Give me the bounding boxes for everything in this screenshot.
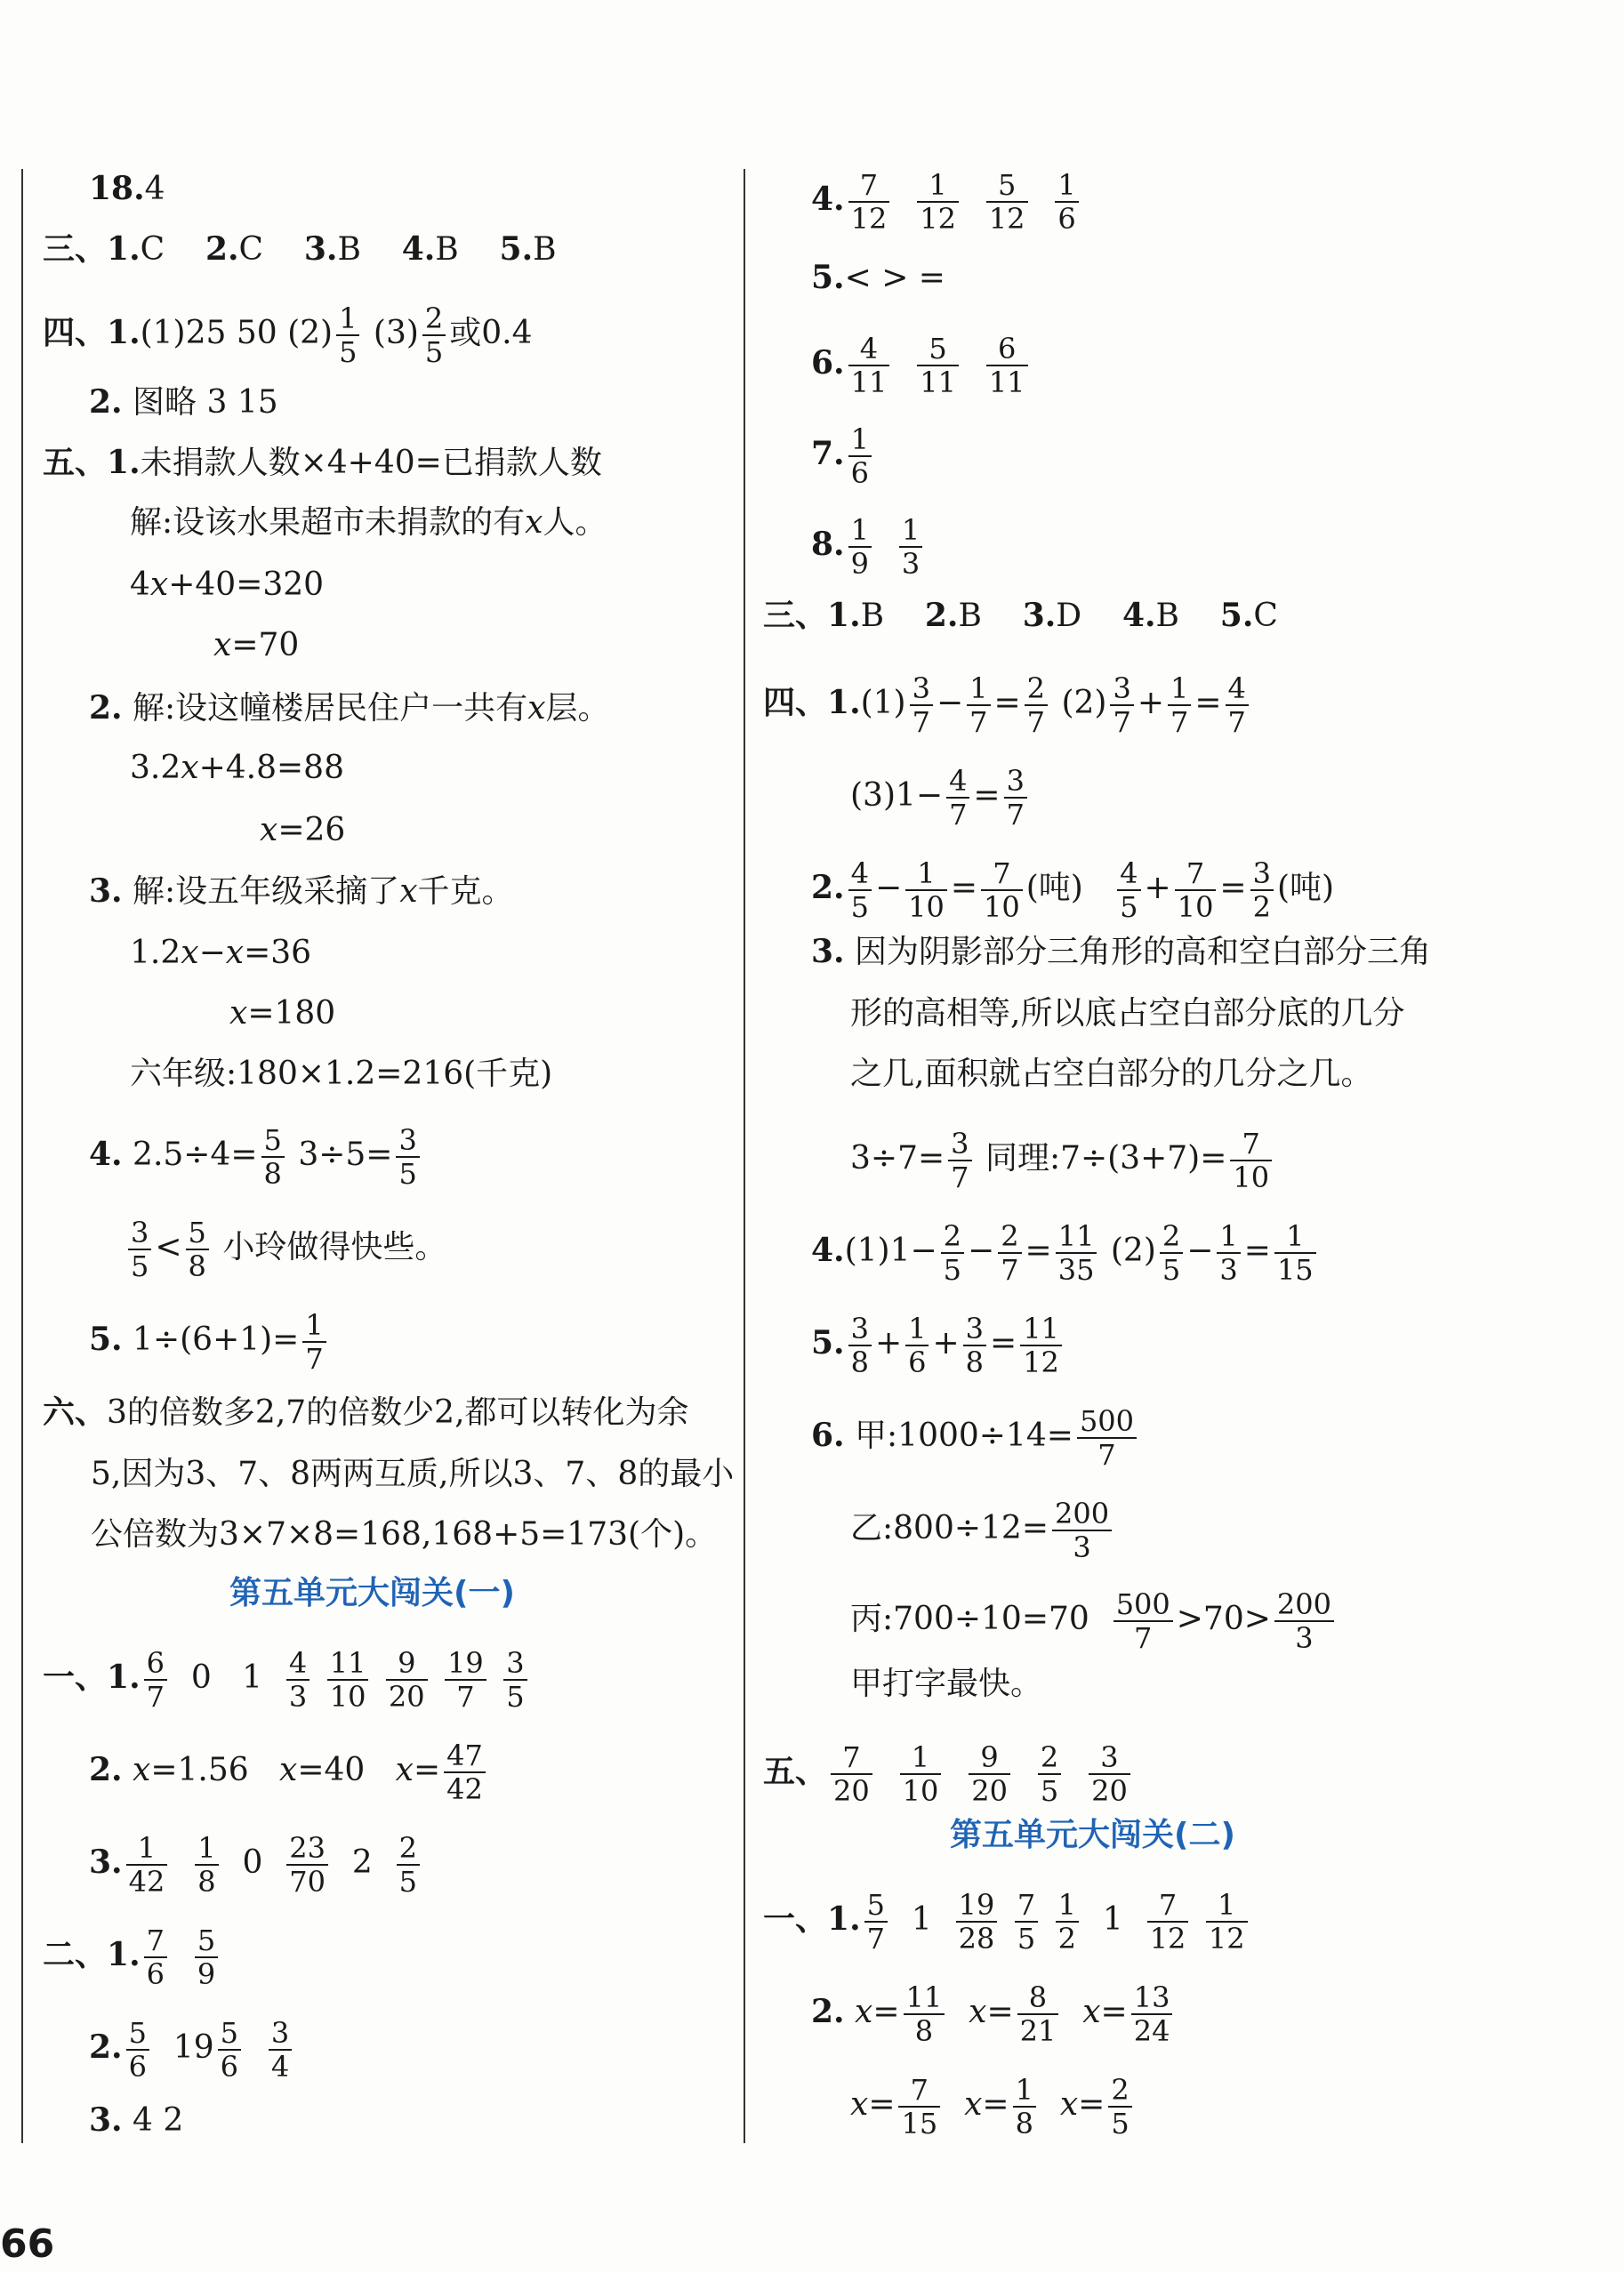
fraction: $\frac{7}{12}$ (1147, 1889, 1189, 1955)
equation: 1.2x−x=36 (130, 935, 312, 971)
fraction: $\frac{19}{28}$ (956, 1889, 998, 1955)
fraction: $\frac{2}{7}$ (998, 1220, 1021, 1286)
section-6: 六、3的倍数多2,7的倍数少2,都可以转化为余 (43, 1394, 689, 1431)
fraction: $\frac{47}{42}$ (444, 1739, 486, 1805)
fraction: $\frac{1}{7}$ (302, 1309, 326, 1375)
fraction: $\frac{2}{5}$ (422, 302, 446, 368)
fraction: $\frac{5}{6}$ (126, 2017, 149, 2083)
fraction: $\frac{1}{15}$ (1274, 1220, 1316, 1286)
fraction: $\frac{3}{7}$ (1004, 765, 1027, 831)
right-section-4-q5: 5. $\frac{3}{8}$ + $\frac{1}{6}$ + $\frac{3}{8}$ = $\frac{11}{12}$ (811, 1313, 1065, 1378)
fraction: $\frac{1}{5}$ (336, 302, 359, 368)
answer-line: 公倍数为3×7×8=168,168+5=173(个)。 (91, 1516, 718, 1553)
fraction: $\frac{1}{10}$ (900, 1741, 942, 1807)
fraction: $\frac{500}{7}$ (1113, 1588, 1173, 1654)
fraction: $\frac{2}{5}$ (1108, 2074, 1131, 2140)
fraction: $\frac{1}{2}$ (1056, 1889, 1079, 1955)
fraction-answers: 8. $\frac{1}{9}$ $\frac{1}{3}$ (811, 514, 926, 580)
fraction: $\frac{1}{7}$ (967, 672, 990, 738)
fraction: $\frac{3}{7}$ (1110, 672, 1133, 738)
answer-line: 18.4 (89, 170, 165, 207)
fraction: $\frac{5}{6}$ (218, 2017, 241, 2083)
section-3-answers: 三、1.C 2.C 3.B 4.B 5.B (43, 230, 557, 268)
unit1-section2-q1: 二、1. $\frac{7}{6}$ $\frac{5}{9}$ (43, 1924, 221, 1990)
fraction: $\frac{3}{5}$ (503, 1647, 527, 1713)
fraction: $\frac{4}{5}$ (1117, 857, 1140, 923)
fraction: $\frac{7}{10}$ (981, 857, 1023, 923)
fraction: $\frac{5}{7}$ (864, 1889, 888, 1955)
fraction: $\frac{200}{3}$ (1052, 1498, 1112, 1563)
unit1-section1-q1: 一、1. $\frac{6}{7}$ 0 1 $\frac{4}{3}$ $\frac{11}{10}$ $\frac{9}{20}$ $\frac{19}{7}$ $\frac{3}{5}$ (43, 1647, 531, 1713)
fraction: $\frac{1}{12}$ (1206, 1889, 1248, 1955)
fraction: $\frac{1}{10}$ (905, 857, 947, 923)
section-4-q1: 四、1.(1)25 50 (2) $\frac{1}{5}$ (3) $\frac{2}{5}$ 或0.4 (43, 301, 533, 369)
fraction: $\frac{5}{8}$ (261, 1124, 285, 1190)
answer-line: 5,因为3、7、8两两互质,所以3、7、8的最小 (91, 1456, 735, 1492)
section-5-q2: 2. 解:设这幢楼居民住户一共有x层。 (89, 689, 610, 727)
fraction: $\frac{7}{10}$ (1230, 1128, 1272, 1193)
fraction: $\frac{19}{7}$ (445, 1647, 486, 1713)
fraction: $\frac{5}{12}$ (986, 169, 1028, 235)
equation: x=180 (229, 995, 336, 1032)
page-number: 66 (0, 2221, 55, 2267)
unit-title-1: 第五单元大闯关(一) (229, 1575, 515, 1611)
fraction: $\frac{3}{7}$ (948, 1128, 971, 1193)
unit1-section2-q3: 3. 4 2 (89, 2101, 184, 2139)
fraction: $\frac{5}{11}$ (917, 333, 959, 398)
fraction: $\frac{3}{20}$ (1089, 1741, 1130, 1807)
fraction: $\frac{3}{2}$ (1250, 857, 1274, 923)
section-5-q1: 五、1.未捐款人数×4+40=已捐款人数 (43, 444, 602, 481)
right-section-4-q3: 3. 因为阴影部分三角形的高和空白部分三角 (811, 933, 1432, 970)
fraction: $\frac{7}{15}$ (898, 2074, 940, 2140)
fraction: $\frac{7}{10}$ (1175, 857, 1217, 923)
answer-line: 甲打字最快。 (850, 1666, 1043, 1702)
fraction: $\frac{11}{8}$ (904, 1981, 945, 2047)
fraction: $\frac{7}{12}$ (848, 169, 890, 235)
unit1-section1-q3: 3. $\frac{1}{42}$ $\frac{1}{8}$ 0 $\frac{23}{70}$ 2 $\frac{2}{5}$ (89, 1832, 423, 1898)
answer-line: 解:设该水果超市未捐款的有x人。 (130, 504, 607, 541)
fraction: $\frac{200}{3}$ (1274, 1588, 1334, 1654)
equation: x=70 (213, 627, 300, 663)
right-section-5: 五、 $\frac{7}{20}$ $\frac{1}{10}$ $\frac{9}{20}$ $\frac{2}{5}$ $\frac{3}{20}$ (763, 1741, 1134, 1807)
fraction: $\frac{1}{8}$ (1013, 2074, 1036, 2140)
unit2-section1-q2: 2. x= $\frac{11}{8}$ x= $\frac{8}{21}$ x= $\frac{13}{24}$ (811, 1981, 1176, 2047)
fraction: $\frac{2}{5}$ (1160, 1220, 1183, 1286)
fraction: $\frac{4}{5}$ (848, 857, 872, 923)
column-divider-middle (744, 169, 745, 2143)
fraction: $\frac{1}{9}$ (848, 514, 872, 580)
fraction: $\frac{1}{42}$ (126, 1832, 168, 1898)
fraction: $\frac{11}{12}$ (1020, 1313, 1062, 1378)
fraction: $\frac{4}{7}$ (1226, 672, 1249, 738)
unit1-section1-q2: 2. x=1.56 x=40 x= $\frac{47}{42}$ (89, 1739, 489, 1805)
fraction-answers: 4. $\frac{7}{12}$ $\frac{1}{12}$ $\frac{5}{12}$ $\frac{1}{6}$ (811, 169, 1082, 235)
fraction: $\frac{3}{7}$ (910, 672, 933, 738)
equation: 3÷7= $\frac{3}{7}$ 同理:7÷(3+7)= $\frac{7}{10}$ (850, 1128, 1275, 1193)
fraction: $\frac{5}{9}$ (195, 1924, 218, 1990)
fraction-answers: 7. $\frac{1}{6}$ (811, 423, 875, 489)
section-5-q3: 3. 解:设五年级采摘了x千克。 (89, 872, 514, 910)
section-5-q4: 4. 2.5÷4= $\frac{5}{8}$ 3÷5= $\frac{3}{5}$ (89, 1124, 423, 1190)
fraction: $\frac{3}{4}$ (269, 2017, 292, 2083)
column-divider-left (21, 169, 23, 2143)
fraction: $\frac{8}{21}$ (1017, 1981, 1059, 2047)
fraction: $\frac{7}{5}$ (1015, 1889, 1038, 1955)
fraction: $\frac{1}{12}$ (917, 169, 959, 235)
comparison-answers: 5.< > = (811, 259, 945, 296)
fraction: $\frac{500}{7}$ (1077, 1405, 1137, 1471)
fraction: $\frac{3}{8}$ (848, 1313, 872, 1378)
right-section-4-q4: 4.(1)1− $\frac{2}{5}$ − $\frac{2}{7}$ = $\frac{11}{35}$ (2) $\frac{2}{5}$ − $\frac{1}{3}$ = $\frac{1}{15}$ (811, 1220, 1320, 1286)
fraction: $\frac{7}{20}$ (831, 1741, 872, 1807)
equation: 乙:800÷12= $\frac{200}{3}$ (850, 1498, 1115, 1563)
fraction: $\frac{3}{8}$ (963, 1313, 986, 1378)
unit2-section1-q1: 一、1. $\frac{5}{7}$ 1 $\frac{19}{28}$ $\frac{7}{5}$ $\frac{1}{2}$ 1 $\frac{7}{12}$ $\frac{1}{12}$ (763, 1889, 1251, 1955)
right-section-4-q1: 四、1.(1) $\frac{3}{7}$ − $\frac{1}{7}$ = $\frac{2}{7}$ (2) $\frac{3}{7}$ + $\frac{1}{7}$ = $\frac{4}{7}$ (763, 672, 1252, 738)
right-section-3: 三、1.B 2.B 3.D 4.B 5.C (763, 597, 1278, 634)
equation: (3)1− $\frac{4}{7}$ = $\frac{3}{7}$ (850, 765, 1031, 831)
fraction: $\frac{1}{8}$ (195, 1832, 218, 1898)
right-section-4-q6: 6. 甲:1000÷14= $\frac{500}{7}$ (811, 1405, 1140, 1471)
unit-title-2: 第五单元大闯关(二) (950, 1817, 1235, 1853)
fraction: $\frac{11}{10}$ (327, 1647, 369, 1713)
fraction: $\frac{23}{70}$ (286, 1832, 328, 1898)
fraction: $\frac{1}{6}$ (905, 1313, 929, 1378)
fraction: $\frac{5}{8}$ (186, 1217, 209, 1282)
answer-line: 形的高相等,所以底占空白部分底的几分 (850, 995, 1405, 1032)
answer-line: 之几,面积就占空白部分的几分之几。 (850, 1056, 1373, 1092)
equation: 丙:700÷10=70 $\frac{500}{7}$ >70> $\frac{200}{3}$ (850, 1588, 1338, 1654)
fraction: $\frac{13}{24}$ (1131, 1981, 1173, 2047)
equation: 3.2x+4.8=88 (130, 750, 344, 786)
fraction: $\frac{1}{3}$ (1217, 1220, 1240, 1286)
fraction: $\frac{1}{7}$ (1168, 672, 1191, 738)
fraction: $\frac{1}{6}$ (1055, 169, 1078, 235)
fraction: $\frac{7}{6}$ (144, 1924, 167, 1990)
fraction: $\frac{9}{20}$ (386, 1647, 428, 1713)
fraction: $\frac{4}{11}$ (848, 333, 890, 398)
unit1-section2-q2: 2. $\frac{5}{6}$ 19 $\frac{5}{6}$ $\frac{3}{4}$ (89, 2017, 295, 2083)
fraction: $\frac{2}{5}$ (397, 1832, 420, 1898)
equation: 4x+40=320 (130, 566, 325, 603)
fraction: $\frac{6}{11}$ (986, 333, 1028, 398)
fraction: $\frac{6}{7}$ (144, 1647, 167, 1713)
fraction: $\frac{1}{3}$ (899, 514, 922, 580)
fraction: $\frac{11}{35}$ (1056, 1220, 1097, 1286)
section-4-q2: 2. 图略 3 15 (89, 383, 278, 421)
fraction: $\frac{4}{7}$ (946, 765, 969, 831)
fraction-answers: 6. $\frac{4}{11}$ $\frac{5}{11}$ $\frac{6}{11}$ (811, 333, 1032, 398)
equation: x=26 (260, 812, 346, 848)
fraction: $\frac{1}{6}$ (848, 423, 872, 489)
fraction: $\frac{9}{20}$ (969, 1741, 1010, 1807)
fraction: $\frac{2}{5}$ (941, 1220, 964, 1286)
fraction: $\frac{3}{5}$ (396, 1124, 419, 1190)
fraction: $\frac{4}{3}$ (286, 1647, 310, 1713)
fraction: $\frac{2}{5}$ (1038, 1741, 1061, 1807)
fraction: $\frac{2}{7}$ (1025, 672, 1048, 738)
comparison: $\frac{3}{5}$ < $\frac{5}{8}$ 小玲做得快些。 (125, 1217, 446, 1282)
fraction: $\frac{3}{5}$ (128, 1217, 151, 1282)
right-section-4-q2: 2. $\frac{4}{5}$ − $\frac{1}{10}$ = $\frac{7}{10}$ (吨) $\frac{4}{5}$ + $\frac{7}{10}$ = $\frac{3}{2}$ (吨) (811, 856, 1335, 924)
answer-line: 六年级:180×1.2=216(千克) (130, 1056, 553, 1092)
equation: x= $\frac{7}{15}$ x= $\frac{1}{8}$ x= $\frac{2}{5}$ (850, 2074, 1136, 2140)
section-5-q5: 5. 1÷(6+1)= $\frac{1}{7}$ (89, 1309, 330, 1375)
